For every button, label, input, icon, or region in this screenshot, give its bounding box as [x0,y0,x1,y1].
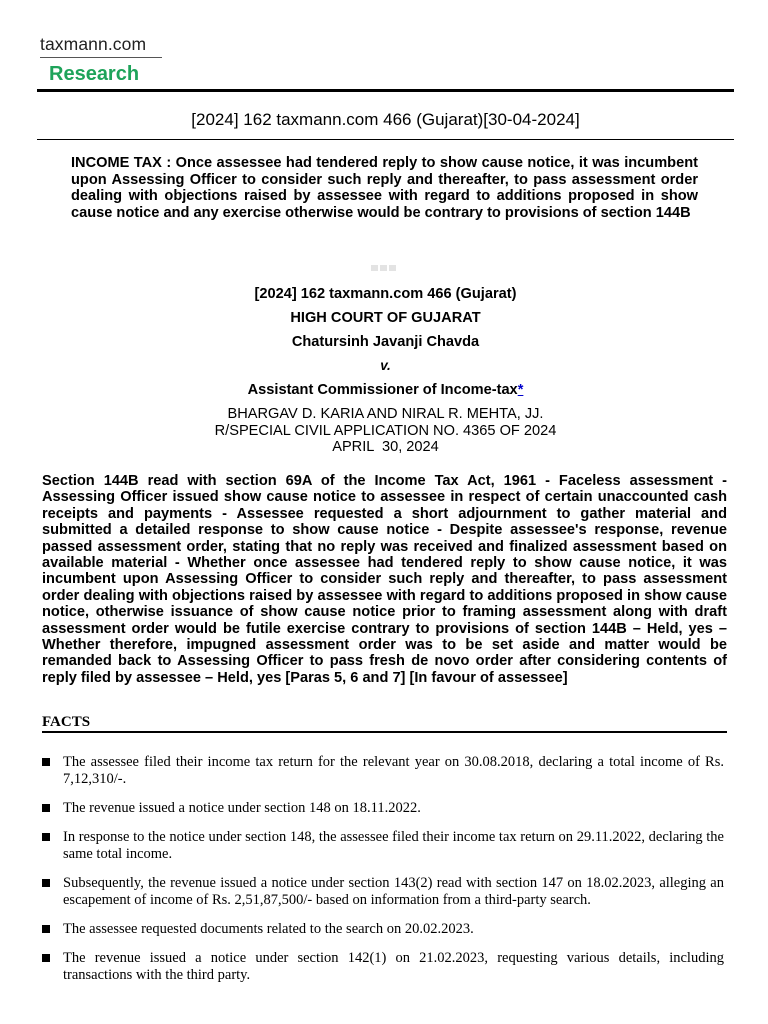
facts-list [42,754,724,996]
headnote: Section 144B read with section 69A of the Income Tax Act, 1961 - Faceless assessment - Assessing Officer issued show cause notice to assessee in respect of certain unaccounted cash receipts and payments - Assessee requested a short adjournment to gather material and submitted a detailed response to show cause notice - Despite assessee's response, revenue passed assessment order, stating that no reply was received and finalized assessment based on available material - Whether once assessee had tendered reply to show cause notice, it was incumbent upon Assessing Officer to consider such reply and thereafter, to pass assessment order dealing with objections raised by assessee with regard to additions proposed in show cause notice, otherwise issuance of show cause notice prior to framing assessment along with draft assessment order would be futile exercise contrary to provisions of section 144B – Held, yes – Whether therefore, impugned assessment order was to be set aside and matter would be remanded back to Assessing Officer to pass fresh de novo order after considering contents of reply filed by assessee – Held, yes [Paras 5, 6 and 7] [In favour of assessee] [42,473,727,686]
square-bullet-icon [42,925,50,933]
square-bullet-icon [42,879,50,887]
list-item [42,875,724,908]
judgment-date: APRIL 30, 2024 [332,439,439,455]
facts-heading-rule [42,731,727,733]
page-title: [2024] 162 taxmann.com 466 (Gujarat)[30-04-2024] [191,110,580,129]
case-citation: [2024] 162 taxmann.com 466 (Gujarat) [254,286,517,302]
fact-text: The revenue issued a notice under section 142(1) on 21.02.2023, requesting various details, including transactions with the third party. [63,950,724,983]
square-bullet-icon [42,758,50,766]
respondent-line [37,378,734,402]
logo-division: Research [49,63,140,85]
square-bullet-icon [42,954,50,962]
list-item [42,754,724,787]
petitioner-name: Chatursinh Javanji Chavda [291,334,480,350]
bench-judges: BHARGAV D. KARIA AND NIRAL R. MEHTA, JJ. [227,406,544,422]
versus-label: v. [380,358,391,373]
square-bullet-icon [42,833,50,841]
fact-text: The assessee requested documents related to the search on 20.02.2023. [63,920,474,937]
fact-text: Subsequently, the revenue issued a notice under section 143(2) read with section 147 on 18.02.2023, alleging an escapement of income of Rs. 2,51,87,500/- based on information from a third-party search. [63,875,724,908]
section-separator [371,258,399,264]
case-summary: INCOME TAX : Once assessee had tendered reply to show cause notice, it was incumbent upon Assessing Officer to consider such reply and thereafter, to pass assessment order dealing with objections raised by assessee with regard to additions proposed in show cause notice and any exercise otherwise would be contrary to provisions of section 144B [71,155,698,221]
header-top-rule [37,89,734,92]
logo-site-name: taxmann.com [40,34,147,54]
list-item [42,800,724,817]
case-details [37,282,734,456]
list-item [42,921,724,938]
taxmann-research-logo [40,34,162,86]
list-item [42,829,724,862]
header-bottom-rule [37,139,734,140]
square-bullet-icon [42,804,50,812]
respondent-name: Assistant Commissioner of Income-tax [247,382,518,398]
facts-heading: FACTS [42,714,91,730]
application-number: R/SPECIAL CIVIL APPLICATION NO. 4365 OF 2024 [214,422,557,439]
respondent-footnote-link[interactable]: * [517,382,524,398]
list-item [42,950,724,983]
fact-text: The assessee filed their income tax return for the relevant year on 30.08.2018, declaring a total income of Rs. 7,12,310/-. [63,754,724,787]
fact-text: The revenue issued a notice under section 148 on 18.11.2022. [63,799,421,816]
logo-divider [40,57,162,58]
court-name: HIGH COURT OF GUJARAT [290,310,481,326]
fact-text: In response to the notice under section 148, the assessee filed their income tax return on 29.11.2022, declaring the same total income. [63,829,724,862]
